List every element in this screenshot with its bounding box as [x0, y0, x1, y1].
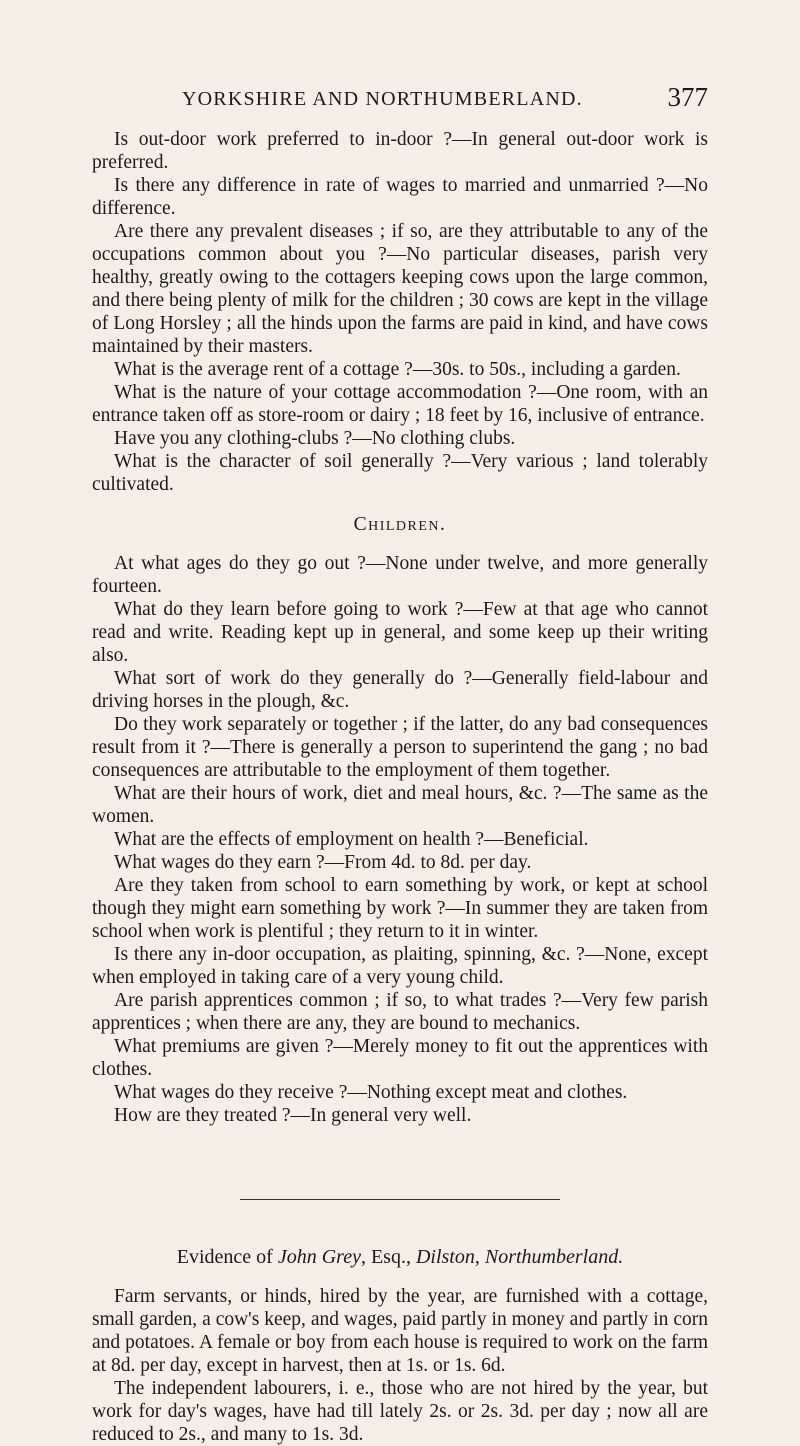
paragraph: Farm servants, or hinds, hired by the year, are furnished with a cottage, small garden, a cow's keep, and wages, paid partly in money and partly in corn and potatoes. A female or boy from each house is required to work on the farm at 8d. per day, except in harvest, then at 1s. or 1s. 6d. — [92, 1286, 708, 1376]
paragraph: What are their hours of work, diet and meal hours, &c. ?—The same as the women. — [92, 783, 708, 827]
running-head: YORKSHIRE AND NORTHUMBERLAND. — [182, 88, 583, 110]
paragraph: What wages do they receive ?—Nothing except meat and clothes. — [114, 1082, 628, 1103]
paragraph: Are parish apprentices common ; if so, to what trades ?—Very few parish apprentices ; when there are any, they are bound to mechanics. — [92, 990, 708, 1034]
witness-county: Northumberland. — [484, 1246, 624, 1268]
witness-place: Dilston — [415, 1246, 475, 1268]
heading-comma: , — [474, 1246, 485, 1268]
paragraph: What do they learn before going to work ?—Few at that age who cannot read and write. Reading kept up in general, and some keep up their writing also. — [92, 599, 708, 666]
paragraph: At what ages do they go out ?—None under twelve, and more generally fourteen. — [92, 553, 708, 597]
paragraph: How are they treated ?—In general very well. — [114, 1105, 472, 1126]
evidence-heading — [92, 1246, 708, 1269]
paragraph: What are the effects of employment on health ?—Beneficial. — [114, 829, 589, 850]
page-number: 377 — [667, 82, 708, 112]
paragraph: The independent labourers, i. e., those who are not hired by the year, but work for day's wages, have had till lately 2s. or 2s. 3d. per day ; now all are reduced to 2s., and many to 1s. 3d. — [92, 1378, 708, 1445]
paragraph: What is the character of soil generally ?—Very various ; land tolerably cultivated. — [92, 451, 708, 495]
paragraph: What sort of work do they generally do ?—Generally field-labour and driving horses in the plough, &c. — [92, 668, 708, 712]
paragraph: Are there any prevalent diseases ; if so, are they attributable to any of the occupations common about you ?—No particular diseases, parish very healthy, greatly owing to the cottagers keeping cows upon the large common, and there being plenty of milk for the children ; 30 cows are kept in the village of Long Horsley ; all the hinds upon the farms are paid in kind, and have cows maintained by their masters. — [92, 221, 708, 357]
section-heading-children: Children. — [353, 514, 447, 535]
paragraph: Is there any difference in rate of wages to married and unmarried ?—No difference. — [92, 175, 708, 219]
witness-name: John Grey — [277, 1246, 361, 1268]
paragraph: Have you any clothing-clubs ?—No clothing clubs. — [114, 428, 516, 449]
page-header — [92, 82, 708, 120]
paragraph: What is the nature of your cottage accommodation ?—One room, with an entrance taken off as store-room or dairy ; 18 feet by 16, inclusive of entrance. — [92, 382, 708, 426]
paragraph: What wages do they earn ?—From 4d. to 8d. per day. — [114, 852, 532, 873]
evidence-prefix: Evidence of — [176, 1246, 278, 1268]
evidence-block — [92, 1285, 708, 1446]
qa-block-children — [92, 552, 708, 1127]
page-body — [92, 128, 708, 1446]
paragraph: Are they taken from school to earn something by work, or kept at school though they might earn something by work ?—In summer they are taken from school when work is plentiful ; they return to it in winter. — [92, 875, 708, 942]
paragraph: Do they work separately or together ; if the latter, do any bad consequences result from it ?—There is generally a person to superintend the gang ; no bad consequences are attributable to the employment of them together. — [92, 714, 708, 781]
section-divider — [240, 1199, 560, 1200]
paragraph: What premiums are given ?—Merely money to fit out the apprentices with clothes. — [92, 1036, 708, 1080]
paragraph: Is there any in-door occupation, as plaiting, spinning, &c. ?—None, except when employed in taking care of a very young child. — [92, 944, 708, 988]
paragraph: Is out-door work preferred to in-door ?—In general out-door work is preferred. — [92, 129, 708, 173]
paragraph: What is the average rent of a cottage ?—30s. to 50s., including a garden. — [114, 359, 681, 380]
witness-title: , Esq., — [360, 1246, 416, 1268]
qa-block-general — [92, 128, 708, 496]
